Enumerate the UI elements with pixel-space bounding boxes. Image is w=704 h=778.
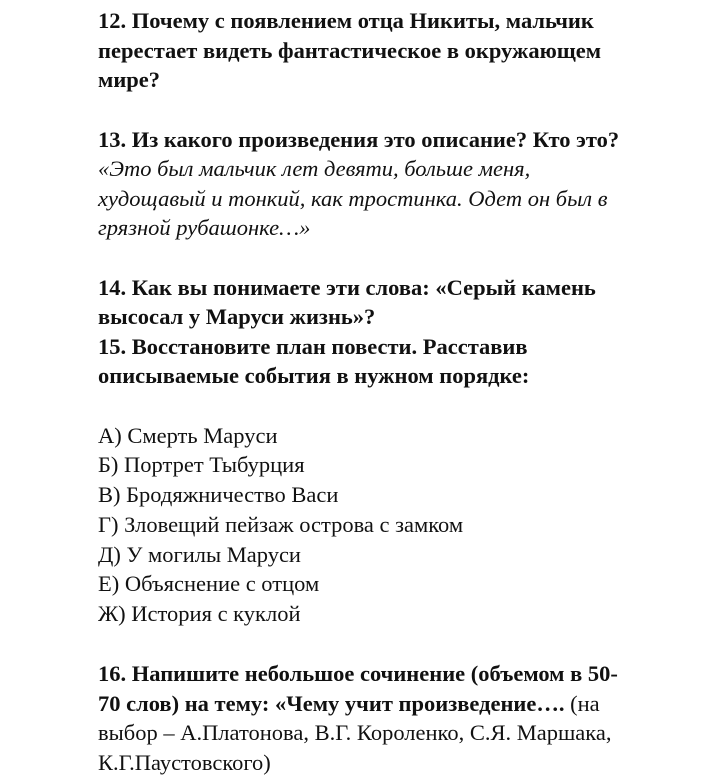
- question-13: [98, 125, 698, 243]
- option-item: В) Бродяжничество Васи: [98, 482, 339, 508]
- option-item: А) Смерть Маруси: [98, 422, 278, 448]
- option-item: Д) У могилы Маруси: [98, 541, 301, 567]
- question-13-line: 13. Из какого произведения это описание? Кто это?: [98, 126, 620, 152]
- question-15-line: описываемые события в нужном порядке:: [98, 363, 530, 388]
- option-item: Ж) История с куклой: [98, 601, 301, 627]
- question-16-line: К.Г.Паустовского): [98, 749, 271, 775]
- question-15-line: 15. Восстановите план повести. Расставив: [98, 333, 528, 359]
- question-12: [98, 6, 698, 95]
- question-16-bold-part: 70 слов) на тему: «Чему учит произведение….: [98, 690, 565, 716]
- question-15-options-list: [98, 421, 698, 630]
- question-16-line: [98, 689, 698, 719]
- option-item: Г) Зловещий пейзаж острова с замком: [98, 511, 464, 537]
- question-13-quote-line: грязной рубашонке…»: [98, 215, 311, 240]
- worksheet-page: [98, 6, 698, 778]
- question-16-line: выбор – А.Платонова, В.Г. Короленко, С.Я. Маршака,: [98, 720, 612, 746]
- question-14-line: высосал у Маруси жизнь»?: [98, 304, 376, 329]
- question-12-line: 12. Почему с появлением отца Никиты, мальчик: [98, 8, 594, 33]
- question-12-line: перестает видеть фантастическое в окружающем: [98, 37, 602, 63]
- question-16-normal-part: (на: [564, 690, 600, 716]
- question-13-quote-line: «Это был мальчик лет девяти, больше меня,: [98, 156, 531, 181]
- option-item: Б) Портрет Тыбурция: [98, 452, 305, 478]
- option-item: Е) Объяснение с отцом: [98, 571, 320, 597]
- question-14-line: 14. Как вы понимаете эти слова: «Серый камень: [98, 274, 596, 300]
- question-16: [98, 659, 698, 778]
- question-12-line: мире?: [98, 67, 161, 92]
- question-16-line: 16. Напишите небольшое сочинение (объемом в 50-: [98, 661, 618, 687]
- question-15: [98, 332, 698, 630]
- question-13-quote-line: худощавый и тонкий, как тростинка. Одет он был в: [98, 185, 608, 211]
- question-14: [98, 273, 698, 332]
